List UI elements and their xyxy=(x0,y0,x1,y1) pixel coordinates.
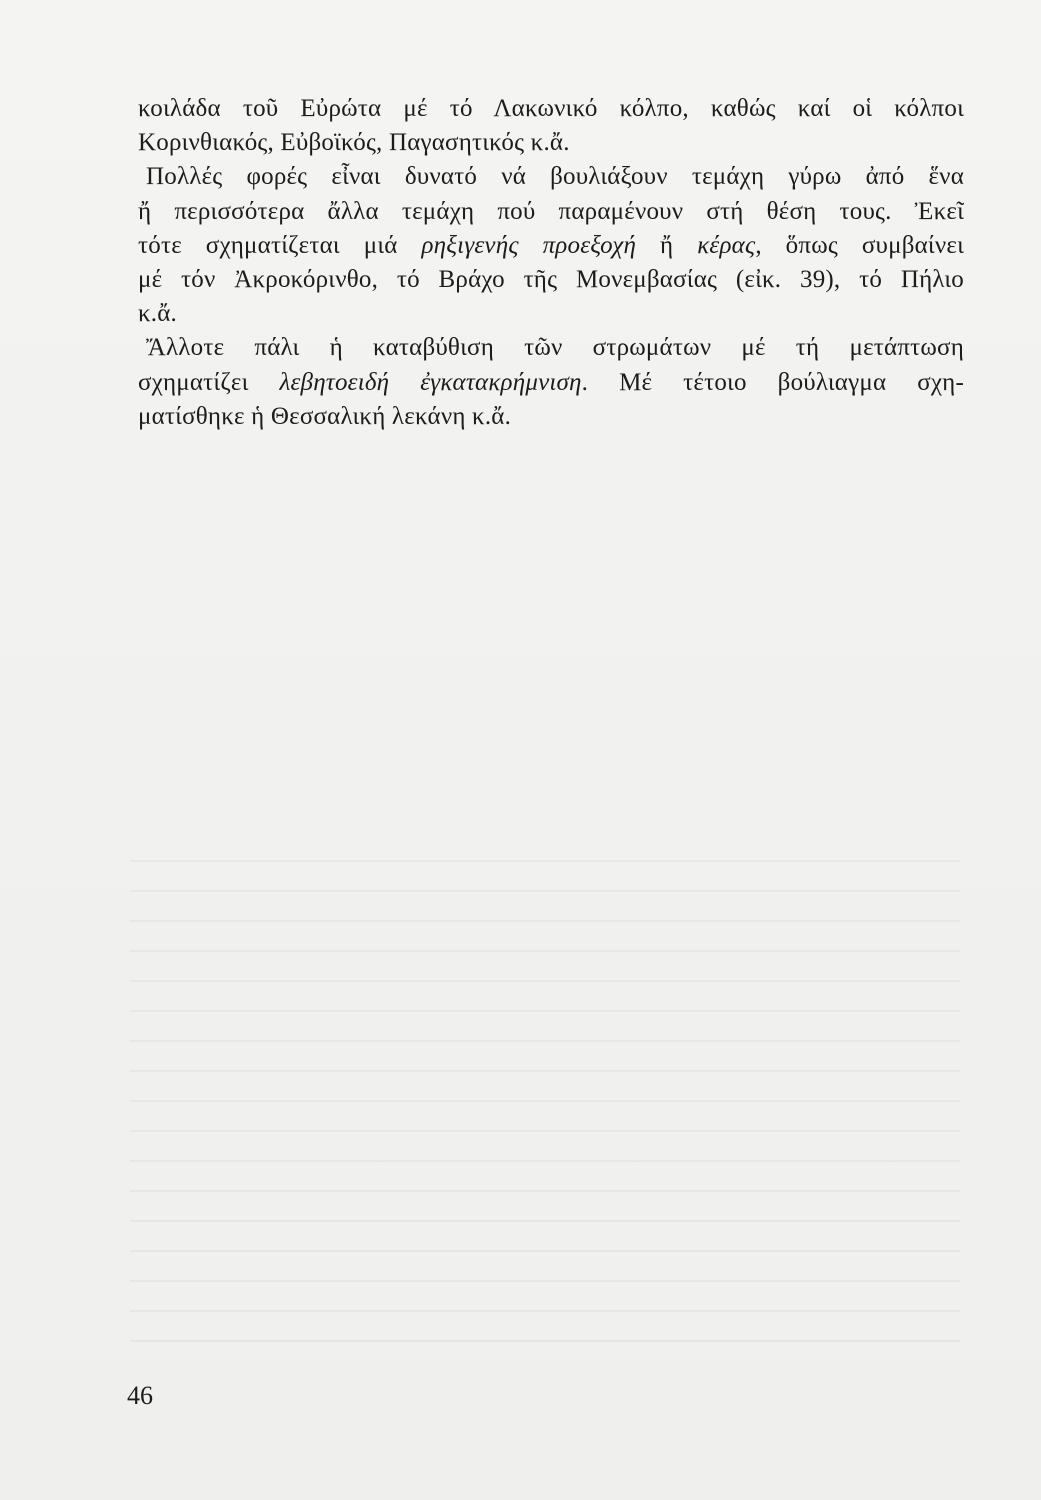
text-line: ἤ περισσότερα ἄλλα τεμάχη πού παραμένουν στή θέση τους. Ἐκεῖ xyxy=(138,197,964,225)
show-through-text xyxy=(130,860,960,1360)
text-line: σχηματίζει λεβητοειδή ἐγκατακρήμνιση. Μέ τέτοιο βούλιαγμα σχη- xyxy=(138,368,964,396)
italic-term: ρηξιγενής προεξοχή xyxy=(421,231,637,259)
body-text xyxy=(138,92,964,434)
text-line: Πολλές φορές εἶναι δυνατό νά βουλιάξουν τεμάχη γύρω ἀπό ἕνα xyxy=(146,163,964,191)
text-line: κ.ἄ. xyxy=(138,300,177,328)
italic-term: κέρας xyxy=(697,231,756,259)
page-number: 46 xyxy=(127,1381,153,1410)
text-line: ματίσθηκε ἡ Θεσσαλική λεκάνη κ.ἄ. xyxy=(138,402,512,430)
text-line: Κορινθιακός, Εὐβοϊκός, Παγασητικός κ.ἄ. xyxy=(138,129,570,157)
italic-term: λεβητοειδή ἐγκατακρήμνιση xyxy=(279,368,582,396)
text-line: κοιλάδα τοῦ Εὐρώτα μέ τό Λακωνικό κόλπο, καθώς καί οἱ κόλποι xyxy=(138,95,964,122)
text-line: τότε σχηματίζεται μιά ρηξιγενής προεξοχή ἤ κέρας, ὅπως συμβαίνει xyxy=(138,231,964,259)
text-line: μέ τόν Ἀκροκόρινθο, τό Βράχο τῆς Μονεμβασίας (εἰκ. 39), τό Πήλιο xyxy=(138,265,964,293)
text-line: Ἄλλοτε πάλι ἡ καταβύθιση τῶν στρωμάτων μέ τή μετάπτωση xyxy=(146,334,964,362)
